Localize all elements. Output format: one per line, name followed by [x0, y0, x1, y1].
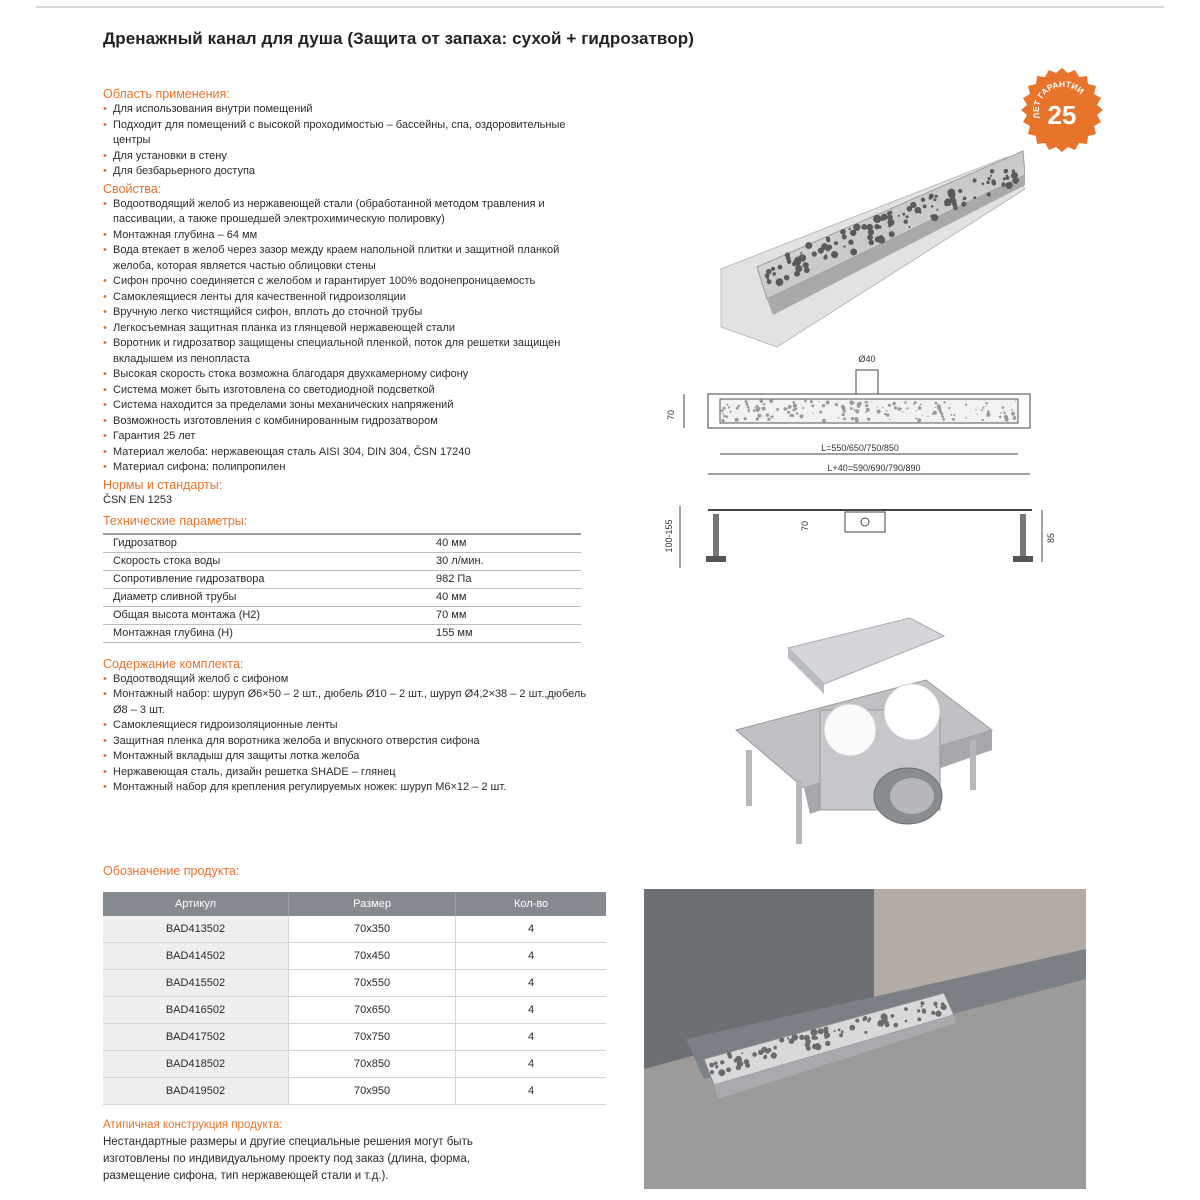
param-name: Монтажная глубина (H): [103, 624, 430, 642]
table-row: [103, 916, 606, 943]
kit-heading: Содержание комплекта:: [103, 656, 244, 671]
page-title: Дренажный канал для душа (Защита от запаха: сухой + гидрозатвор): [103, 29, 694, 48]
list-item: • Система может быть изготовлена со светодиодной подсветкой: [103, 383, 593, 399]
table-row: [103, 534, 581, 553]
size-cell: 70x950: [289, 1078, 456, 1105]
article-cell: BAD419502: [103, 1078, 289, 1105]
total-height-label: 85: [1046, 532, 1056, 544]
adjustable-leg-left: [713, 514, 719, 556]
properties-list: [103, 197, 593, 476]
list-item: • Вручную легко чистящийся сифон, вплоть до сточной трубы: [103, 305, 593, 321]
list-item: • Для установки в стену: [103, 149, 593, 165]
size-cell: 70x850: [289, 1051, 456, 1078]
outlet-circle: [861, 518, 869, 526]
drawing-top-view: [660, 352, 1060, 488]
size-cell: 70x450: [289, 943, 456, 970]
height-label: 70: [666, 409, 676, 421]
pipe-diameter-label: Ø40: [858, 354, 876, 364]
warranty-badge: [1018, 66, 1106, 154]
article-cell: BAD414502: [103, 943, 289, 970]
table-row: [103, 943, 606, 970]
list-item: • Монтажный набор для крепления регулируемых ножек: шуруп М6×12 – 2 шт.: [103, 780, 593, 796]
table-row: [103, 997, 606, 1024]
param-name: Общая высота монтажа (H2): [103, 606, 430, 624]
leg: [970, 740, 976, 790]
adjustable-leg-right: [1020, 514, 1026, 556]
list-item: • Защитная пленка для воротника желоба и впускного отверстия сифона: [103, 734, 593, 750]
article-cell: BAD413502: [103, 916, 289, 943]
table-row: [103, 1024, 606, 1051]
atypical-line: размещение сифона, тип нержавеющей стали и т.д.).: [103, 1170, 389, 1182]
table-row: [103, 1051, 606, 1078]
param-value: 40 мм: [430, 534, 581, 553]
list-item: • Вода втекает в желоб через зазор между краем напольной плитки и защитной планкой желоба, которая является частью облицовки стены: [103, 243, 593, 274]
application-heading: Область применения:: [103, 87, 230, 101]
norms-heading: Нормы и стандарты:: [103, 477, 223, 492]
products-table: [103, 892, 606, 1105]
float-ball-left: [824, 704, 876, 756]
spec-column: [103, 87, 593, 798]
kit-list: [103, 672, 593, 796]
param-name: Диаметр сливной трубы: [103, 588, 430, 606]
list-item: • Материал сифона: полипропилен: [103, 460, 593, 476]
leg: [746, 750, 752, 806]
total-length-label: L+40=590/690/790/890: [827, 463, 921, 473]
list-item: • Монтажная глубина – 64 мм: [103, 228, 593, 244]
list-item: • Монтажный вкладыш для защиты лотка желоба: [103, 749, 593, 765]
siphon-image: [700, 600, 1060, 862]
param-value: 155 мм: [430, 624, 581, 642]
table-row: [103, 570, 581, 588]
list-item: • Сифон прочно соединяется с желобом и гарантирует 100% водонепроницаемость: [103, 274, 593, 290]
qty-cell: 4: [456, 916, 606, 943]
range-label: 100-155: [664, 519, 674, 553]
article-cell: BAD415502: [103, 970, 289, 997]
list-item: • Для использования внутри помещений: [103, 102, 593, 118]
table-row: [103, 1078, 606, 1105]
column-header: Артикул: [103, 892, 289, 916]
atypical-heading: Атипичная конструкция продукта:: [103, 1119, 283, 1131]
atypical-line: Нестандартные размеры и другие специальные решения могут быть: [103, 1136, 473, 1148]
size-cell: 70x550: [289, 970, 456, 997]
param-value: 982 Па: [430, 570, 581, 588]
param-value: 30 л/мин.: [430, 552, 581, 570]
list-item: • Воротник и гидрозатвор защищены специальной пленкой, поток для решетки защищен вкладышем из пенопласта: [103, 336, 593, 367]
param-value: 70 мм: [430, 606, 581, 624]
warranty-years: 25: [1047, 100, 1077, 130]
param-value: 40 мм: [430, 588, 581, 606]
list-item: • Гарантия 25 лет: [103, 429, 593, 445]
leg-foot-right: [1013, 556, 1033, 562]
installation-image: [644, 889, 1086, 1189]
size-cell: 70x650: [289, 997, 456, 1024]
size-cell: 70x350: [289, 916, 456, 943]
column-header: Кол-во: [456, 892, 606, 916]
table-row: [103, 552, 581, 570]
article-cell: BAD417502: [103, 1024, 289, 1051]
table-row: [103, 588, 581, 606]
param-name: Скорость стока воды: [103, 552, 430, 570]
list-item: • Самоклеящиеся ленты для качественной гидроизоляции: [103, 290, 593, 306]
list-item: • Подходит для помещений с высокой проходимостью – бассейны, спа, оздоровительные центры: [103, 118, 593, 149]
products-heading: Обозначение продукта:: [103, 864, 240, 878]
siphon-outline: [845, 512, 885, 532]
article-cell: BAD416502: [103, 997, 289, 1024]
table-row: [103, 970, 606, 997]
qty-cell: 4: [456, 943, 606, 970]
qty-cell: 4: [456, 1078, 606, 1105]
param-name: Гидрозатвор: [103, 534, 430, 553]
table-header-row: [103, 892, 606, 916]
tech-heading: Технические параметры:: [103, 513, 248, 528]
drain-channel-image: [707, 149, 1025, 357]
tech-params-table: [103, 533, 581, 643]
column-header: Размер: [289, 892, 456, 916]
list-item: • Самоклеящиеся гидроизоляционные ленты: [103, 718, 593, 734]
param-name: Сопротивление гидрозатвора: [103, 570, 430, 588]
leg-foot-left: [706, 556, 726, 562]
pipe-outline: [856, 370, 878, 394]
list-item: • Материал желоба: нержавеющая сталь AISI 304, DIN 304, ČSN 17240: [103, 445, 593, 461]
table-row: [103, 606, 581, 624]
drawing-side-view: [660, 496, 1060, 582]
qty-cell: 4: [456, 1051, 606, 1078]
qty-cell: 4: [456, 1024, 606, 1051]
size-cell: 70x750: [289, 1024, 456, 1051]
atypical-line: изготовлены по индивидуальному проекту под заказ (длина, форма,: [103, 1153, 470, 1165]
atypical-section: [103, 1116, 573, 1184]
application-list: [103, 102, 593, 180]
list-item: • Монтажный набор: шуруп Ø6×50 – 2 шт., дюбель Ø10 – 2 шт., шуруп Ø4,2×38 – 2 шт.,дюбель Ø8 – 3 шт.: [103, 687, 593, 718]
leg: [796, 780, 802, 844]
length-label: L=550/650/750/850: [821, 443, 899, 453]
warranty-arc-text: ЛЕТ ГАРАНТИИ: [1030, 78, 1086, 120]
norms-text: ČSN EN 1253: [103, 493, 173, 506]
list-item: • Водоотводящий желоб из нержавеющей стали (обработанной методом травления и пассивации, а также прошедшей электрохимическую полировку): [103, 197, 593, 228]
list-item: • Нержавеющая сталь, дизайн решетка SHADE – глянец: [103, 765, 593, 781]
list-item: • Возможность изготовления с комбинированным гидрозатвором: [103, 414, 593, 430]
qty-cell: 4: [456, 997, 606, 1024]
float-ball-right: [884, 684, 940, 740]
list-item: • Система находится за пределами зоны механических напряжений: [103, 398, 593, 414]
inner-height-label: 70: [800, 520, 810, 532]
list-item: • Для безбарьерного доступа: [103, 164, 593, 180]
article-cell: BAD418502: [103, 1051, 289, 1078]
top-rule: [36, 6, 1164, 8]
list-item: • Водоотводящий желоб с сифоном: [103, 672, 593, 688]
qty-cell: 4: [456, 970, 606, 997]
table-row: [103, 624, 581, 642]
properties-heading: Свойства:: [103, 181, 162, 196]
list-item: • Высокая скорость стока возможна благодаря двухкамерному сифону: [103, 367, 593, 383]
list-item: • Легкосъемная защитная планка из глянцевой нержавеющей стали: [103, 321, 593, 337]
